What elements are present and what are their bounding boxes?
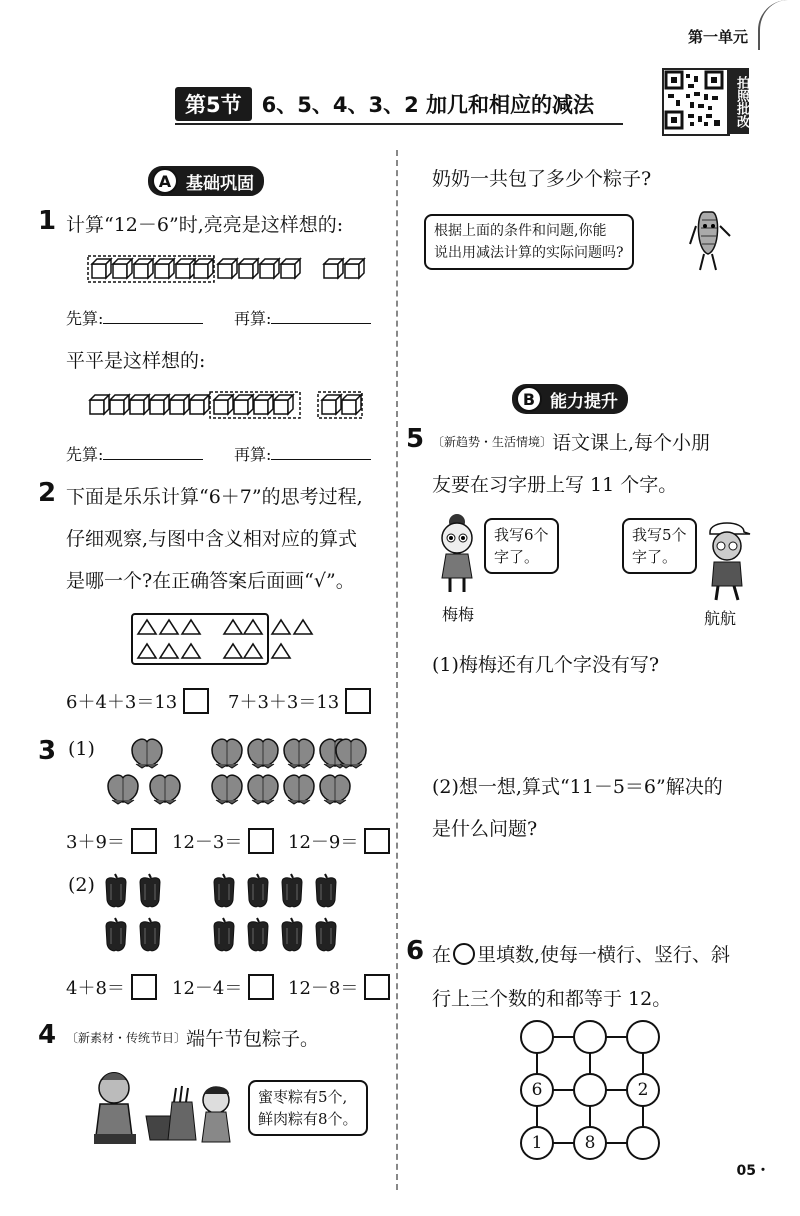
q6-line1-b: 里填数,使每一横行、竖行、斜 [477,944,731,966]
q1-first-step [66,306,203,329]
q1-then-step-2 [234,442,371,465]
q2-check-box-1[interactable] [183,688,209,714]
q3-row2-text-1: 4＋8＝ [66,978,125,999]
q2-line2: 仔细观察,与图中含义相对应的算式 [66,528,358,550]
q3-answer-box-2[interactable] [248,828,274,854]
q2-triangles-figure [130,612,330,672]
q5-tag: 〔新趋势・生活情境〕 [432,435,553,449]
q4-speech-bubble [248,1080,368,1136]
q3-row1-text-3: 12－9＝ [288,832,359,853]
q2-eq2: 7＋3＋3＝13 [228,692,340,713]
q3-answer-box-6[interactable] [364,974,390,1000]
q5-heading [432,428,710,455]
q2-line3: 是哪一个?在正确答案后面画“√”。 [66,570,355,592]
q6-line2: 行上三个数的和都等于 12。 [432,988,672,1010]
q4-bubble-line2: 鲜肉粽有8个。 [258,1110,358,1128]
q3-answer-box-5[interactable] [248,974,274,1000]
hanghang-bubble-line1: 我写5个 [632,526,687,544]
q3-row2-eq3 [288,974,390,1000]
q3-row2-text-2: 12－4＝ [172,978,243,999]
page-title: 6、5、4、3、2 加几和相应的减法 [261,93,594,117]
q3-row2-eq2 [172,974,274,1000]
grid-cell-6[interactable]: 2 [626,1073,660,1107]
grid-cell-3[interactable] [626,1020,660,1054]
qr-code-icon[interactable] [662,68,730,136]
qr-side-label: 拍照批改 [727,68,749,134]
section-badge: 第5节 [175,87,252,121]
section-a-letter: A [152,168,178,194]
q1-pingping-text: 平平是这样想的: [66,350,206,372]
grid-cell-8[interactable]: 8 [573,1126,607,1160]
q5-sub1: (1)梅梅还有几个字没有写? [432,654,660,676]
pepper-group-icon [100,870,370,960]
q4-hint-line1: 根据上面的条件和问题,你能 [434,223,607,239]
meimei-girl-illustration [432,510,482,598]
q6-number-grid [520,1020,660,1160]
section-a-title: 基础巩固 [186,173,254,194]
hanghang-name: 航航 [704,609,737,628]
q1-first-answer-blank-2[interactable] [103,445,203,460]
q1-first-answer-blank[interactable] [103,309,203,324]
meimei-bubble-line1: 我写6个 [494,526,549,544]
hanghang-boy-illustration [700,516,754,606]
q4-hint-bubble [424,214,634,270]
q3-row1-eq3 [288,828,390,854]
q1-cubes-liangliang [86,252,376,290]
section-b-title: 能力提升 [550,391,618,412]
q5-line2: 友要在习字册上写 11 个字。 [432,474,678,496]
q2-option-1 [66,688,209,714]
q6-line1 [432,940,730,967]
q5-number: 5 [406,424,425,454]
q1-then-answer-blank[interactable] [271,309,371,324]
peach-group-icon [100,734,370,810]
q1-then-step [234,306,371,329]
q3-row1-eq1 [66,828,157,854]
q4-question: 奶奶一共包了多少个粽子? [432,168,652,190]
meimei-bubble-line2: 字了。 [494,548,540,566]
q3-answer-box-4[interactable] [131,974,157,1000]
q3-row1-text-2: 12－3＝ [172,832,243,853]
q3-row1-text-1: 3＋9＝ [66,832,125,853]
q3-number: 3 [38,736,57,766]
q3-part1-label: (1) [68,738,95,760]
q1-first-label-2: 先算: [66,445,104,464]
unit-label: 第一单元 [687,28,748,46]
q3-answer-box-3[interactable] [364,828,390,854]
q1-then-answer-blank-2[interactable] [271,445,371,460]
q1-text: 计算“12－6”时,亮亮是这样想的: [66,214,344,236]
meimei-name: 梅梅 [442,605,475,624]
q5-line1: 语文课上,每个小朋 [552,432,711,454]
grid-cell-7[interactable]: 1 [520,1126,554,1160]
q1-then-label-2: 再算: [234,445,272,464]
q4-number: 4 [38,1020,57,1050]
q2-check-box-2[interactable] [345,688,371,714]
grid-cell-4[interactable]: 6 [520,1073,554,1107]
q6-number: 6 [406,936,425,966]
q2-number: 2 [38,478,57,508]
q1-cubes-pingping [86,388,376,426]
small-circle-icon [453,943,475,965]
corn-mascot-icon [686,206,742,278]
grid-cell-2[interactable] [573,1020,607,1054]
q1-number: 1 [38,206,57,236]
q3-answer-box-1[interactable] [131,828,157,854]
q3-part2-label: (2) [68,874,95,896]
q2-line1: 下面是乐乐计算“6＋7”的思考过程, [66,486,363,508]
title-underline [175,123,623,125]
q4-text: 端午节包粽子。 [186,1028,320,1050]
grid-cell-5[interactable] [573,1073,607,1107]
grid-cell-1[interactable] [520,1020,554,1054]
q2-option-2 [228,688,371,714]
q2-eq1: 6＋4＋3＝13 [66,692,178,713]
q1-then-label: 再算: [234,309,272,328]
section-title-bar [175,86,594,122]
corner-decoration [758,0,800,50]
q4-bubble-line1: 蜜枣粽有5个, [258,1088,348,1106]
q4-hint-line2: 说出用减法计算的实际问题吗? [434,245,624,261]
hanghang-speech-bubble [622,518,697,574]
section-a-heading [148,166,264,196]
q4-tag: 〔新素材・传统节日〕 [66,1031,187,1045]
q3-row2-text-3: 12－8＝ [288,978,359,999]
column-divider [396,150,398,1190]
meimei-speech-bubble [484,518,559,574]
section-b-letter: B [516,386,542,412]
grid-cell-9[interactable] [626,1126,660,1160]
q6-line1-a: 在 [432,944,452,966]
q5-sub2-line2: 是什么问题? [432,818,538,840]
q1-first-label: 先算: [66,309,104,328]
q3-row2-eq1 [66,974,157,1000]
q5-sub2-line1: (2)想一想,算式“11－5＝6”解决的 [432,776,723,798]
grandma-making-zongzi-illustration [88,1066,248,1152]
q3-row1-eq2 [172,828,274,854]
section-b-heading [512,384,628,414]
page-number: 05・ [736,1163,770,1179]
hanghang-bubble-line2: 字了。 [632,548,678,566]
q1-first-step-2 [66,442,203,465]
q4-heading [66,1024,319,1051]
